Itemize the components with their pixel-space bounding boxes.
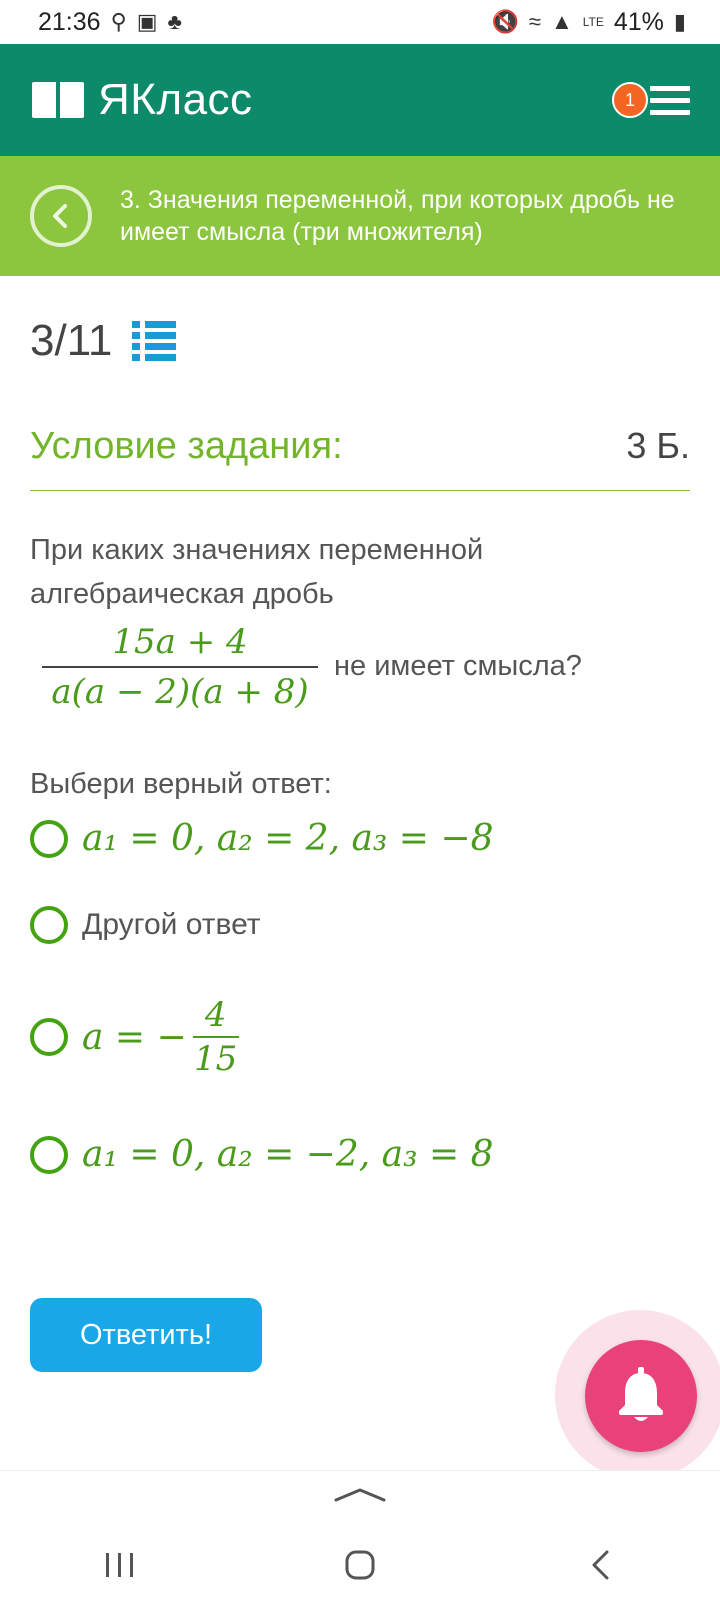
radio-button[interactable] — [30, 1136, 68, 1174]
option-prefix: a = − — [82, 1016, 187, 1058]
option-label: Другой ответ — [82, 908, 261, 941]
recent-apps-button[interactable] — [80, 1535, 160, 1595]
option-fraction — [193, 996, 239, 1078]
answer-option-4[interactable] — [30, 1134, 494, 1175]
lte-icon: LTE — [582, 15, 604, 29]
radio-button[interactable] — [30, 1018, 68, 1056]
progress-count: 3/11 — [30, 316, 113, 365]
lesson-title: 3. Значения переменной, при которых дробь не имеет смысла (три множителя) — [120, 186, 675, 246]
home-icon — [344, 1549, 376, 1581]
wifi-icon: ≈ — [528, 9, 541, 34]
bell-icon — [611, 1365, 671, 1427]
submit-answer-button[interactable]: Ответить! — [30, 1298, 262, 1372]
question-text: При каких значениях переменной алгебраическая дробь — [30, 534, 484, 610]
option-label: a₁ = 0, a₂ = 2, a₃ = −8 — [82, 818, 494, 859]
answer-option-2[interactable] — [30, 906, 261, 944]
choose-answer-label: Выбери верный ответ: — [30, 768, 332, 800]
question-tail: не имеет смысла? — [334, 649, 582, 682]
app-header — [0, 44, 720, 156]
mute-icon: 🔇 — [491, 9, 519, 34]
task-list-icon[interactable] — [132, 321, 176, 361]
notifications-bell-button[interactable] — [585, 1340, 697, 1452]
option-label — [82, 996, 239, 1078]
hamburger-icon — [650, 86, 690, 122]
radio-button[interactable] — [30, 906, 68, 944]
option-denominator: 15 — [194, 1039, 238, 1079]
task-title: Условие задания: — [30, 425, 343, 467]
fraction-denominator: a(a − 2)(a + 8) — [51, 672, 309, 712]
system-back-button[interactable] — [560, 1535, 640, 1595]
search-icon: ⚲ — [110, 9, 127, 34]
answer-option-1[interactable] — [30, 818, 494, 859]
logo[interactable] — [30, 75, 253, 125]
option-numerator: 4 — [204, 995, 227, 1035]
menu-button[interactable] — [612, 78, 690, 122]
algebraic-fraction — [42, 622, 318, 712]
radio-button[interactable] — [30, 820, 68, 858]
logo-text: ЯКласс — [98, 75, 253, 124]
question-fraction-line — [42, 622, 582, 712]
home-button[interactable] — [320, 1535, 400, 1595]
status-bar — [0, 0, 720, 44]
task-progress — [30, 316, 176, 366]
lesson-bar — [0, 156, 720, 276]
back-arrow-icon — [589, 1549, 611, 1581]
system-nav-bar — [0, 1530, 720, 1600]
option-label: a₁ = 0, a₂ = −2, a₃ = 8 — [82, 1134, 494, 1175]
battery-icon: ▮ — [673, 9, 686, 34]
answer-option-3[interactable] — [30, 996, 239, 1078]
fraction-bar — [42, 666, 318, 668]
back-button[interactable] — [30, 185, 92, 247]
battery-level: 41% — [613, 7, 664, 36]
image-icon: ▣ — [136, 9, 158, 34]
chevron-left-icon — [48, 203, 74, 229]
expand-up-icon[interactable] — [332, 1484, 388, 1504]
task-points: 3 Б. — [626, 425, 690, 466]
status-time: 21:36 — [38, 7, 101, 36]
recent-apps-icon — [104, 1551, 136, 1579]
book-icon — [30, 80, 86, 120]
notification-badge: 1 — [612, 82, 648, 118]
clover-icon: ♣ — [167, 9, 182, 34]
fraction-numerator: 15a + 4 — [112, 622, 248, 662]
signal-icon: ▲ — [550, 9, 573, 34]
task-header — [30, 425, 690, 491]
